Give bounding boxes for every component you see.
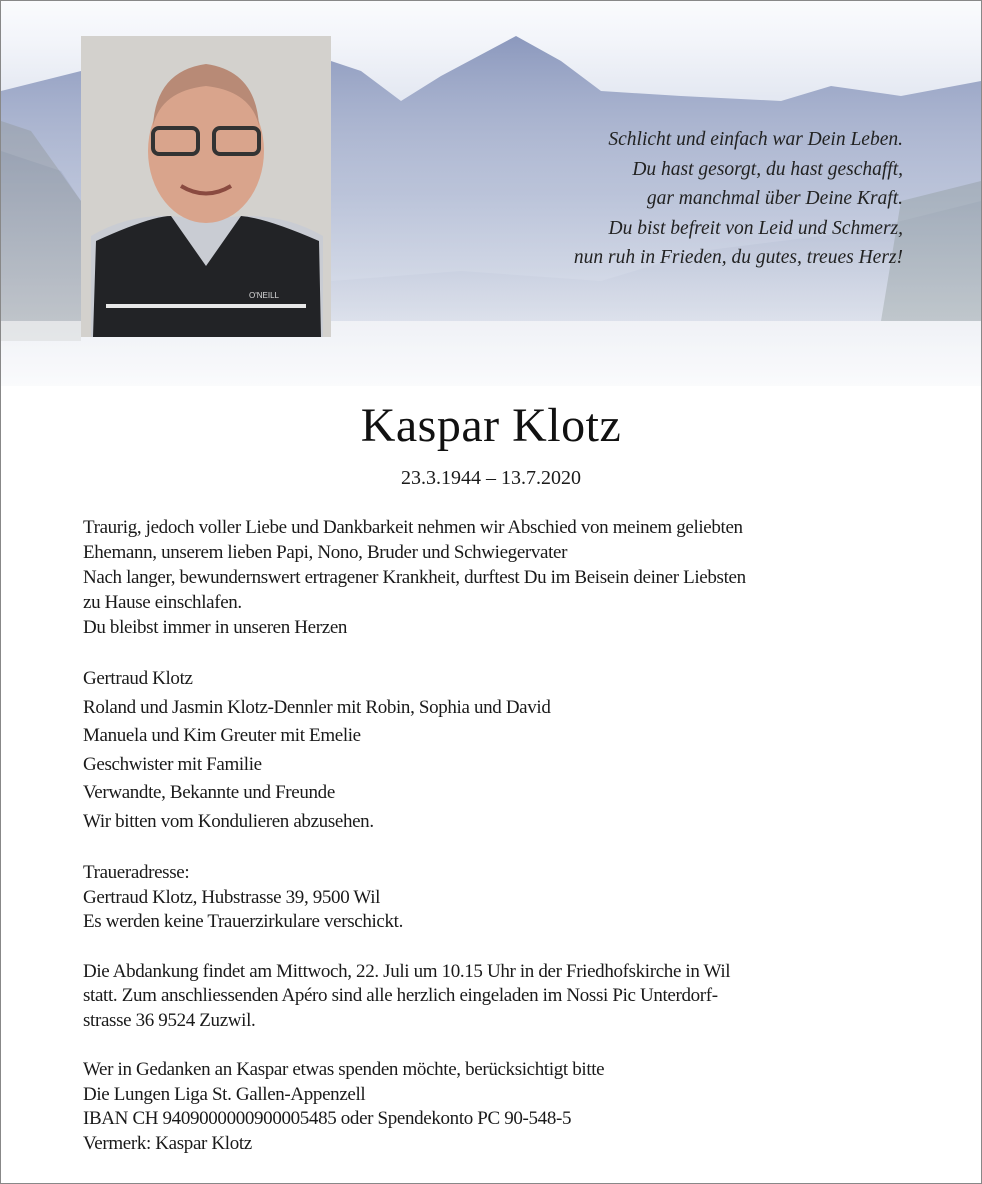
poem-line: nun ruh in Frieden, du gutes, treues Herz! bbox=[573, 247, 903, 268]
poem-line: Du bist befreit von Leid und Schmerz, bbox=[608, 217, 903, 239]
text-line: strasse 36 9524 Zuzwil. bbox=[83, 1009, 256, 1031]
service-info bbox=[83, 960, 905, 1034]
portrait-figure bbox=[81, 36, 331, 337]
family-member: Geschwister mit Familie bbox=[83, 753, 262, 775]
portrait-photo bbox=[81, 36, 331, 337]
mountain-background bbox=[1, 1, 981, 386]
shirt-logo: O'NEILL bbox=[249, 291, 279, 300]
text-line: Gertraud Klotz, Hubstrasse 39, 9500 Wil bbox=[83, 886, 381, 908]
family-member: Verwandte, Bekannte und Freunde bbox=[83, 782, 335, 803]
text-line: Traurig, jedoch voller Liebe und Dankbarkeit nehmen wir Abschied von meinem geliebten bbox=[83, 517, 743, 538]
text-line: Du bleibst immer in unseren Herzen bbox=[83, 617, 348, 638]
text-line: Wer in Gedanken an Kaspar etwas spenden möchte, berücksichtigt bitte bbox=[83, 1059, 605, 1080]
poem-line: gar manchmal über Deine Kraft. bbox=[646, 188, 903, 209]
deceased-name: Kaspar Klotz bbox=[360, 399, 622, 452]
obituary-body bbox=[83, 515, 905, 1156]
mourning-address bbox=[83, 861, 905, 935]
text-line: Es werden keine Trauerzirkulare verschickt. bbox=[83, 911, 403, 932]
intro-paragraph bbox=[83, 515, 905, 640]
family-member: Manuela und Kim Greuter mit Emelie bbox=[83, 725, 361, 746]
family-member: Roland und Jasmin Klotz-Dennler mit Robin, Sophia und David bbox=[83, 696, 551, 718]
text-line: Ehemann, unserem lieben Papi, Nono, Bruder und Schwiegervater bbox=[83, 542, 568, 563]
poem bbox=[574, 125, 903, 273]
text-line: Nach langer, bewundernswert ertragener Krankheit, durftest Du im Beisein deiner Liebsten bbox=[83, 567, 746, 588]
text-line: Die Abdankung findet am Mittwoch, 22. Juli um 10.15 Uhr in der Friedhofskirche in Wil bbox=[83, 960, 731, 982]
family-list bbox=[83, 665, 905, 836]
text-line: Die Lungen Liga St. Gallen-Appenzell bbox=[83, 1083, 366, 1105]
family-member: Gertraud Klotz bbox=[83, 668, 193, 689]
donation-info bbox=[83, 1058, 905, 1156]
poem-line: Du hast gesorgt, du hast geschafft, bbox=[632, 158, 903, 180]
text-line: Traueradresse: bbox=[83, 862, 190, 883]
family-note: Wir bitten vom Kondulieren abzusehen. bbox=[83, 810, 374, 832]
poem-line: Schlicht und einfach war Dein Leben. bbox=[608, 129, 903, 150]
life-dates: 23.3.1944 – 13.7.2020 bbox=[401, 467, 581, 489]
text-line: Vermerk: Kaspar Klotz bbox=[83, 1132, 252, 1154]
text-line: IBAN CH 9409000000900005485 oder Spendekonto PC 90-548-5 bbox=[83, 1108, 572, 1129]
text-line: statt. Zum anschliessenden Apéro sind alle herzlich eingeladen im Nossi Pic Unterdorf- bbox=[83, 985, 718, 1006]
text-line: zu Hause einschlafen. bbox=[83, 592, 242, 613]
